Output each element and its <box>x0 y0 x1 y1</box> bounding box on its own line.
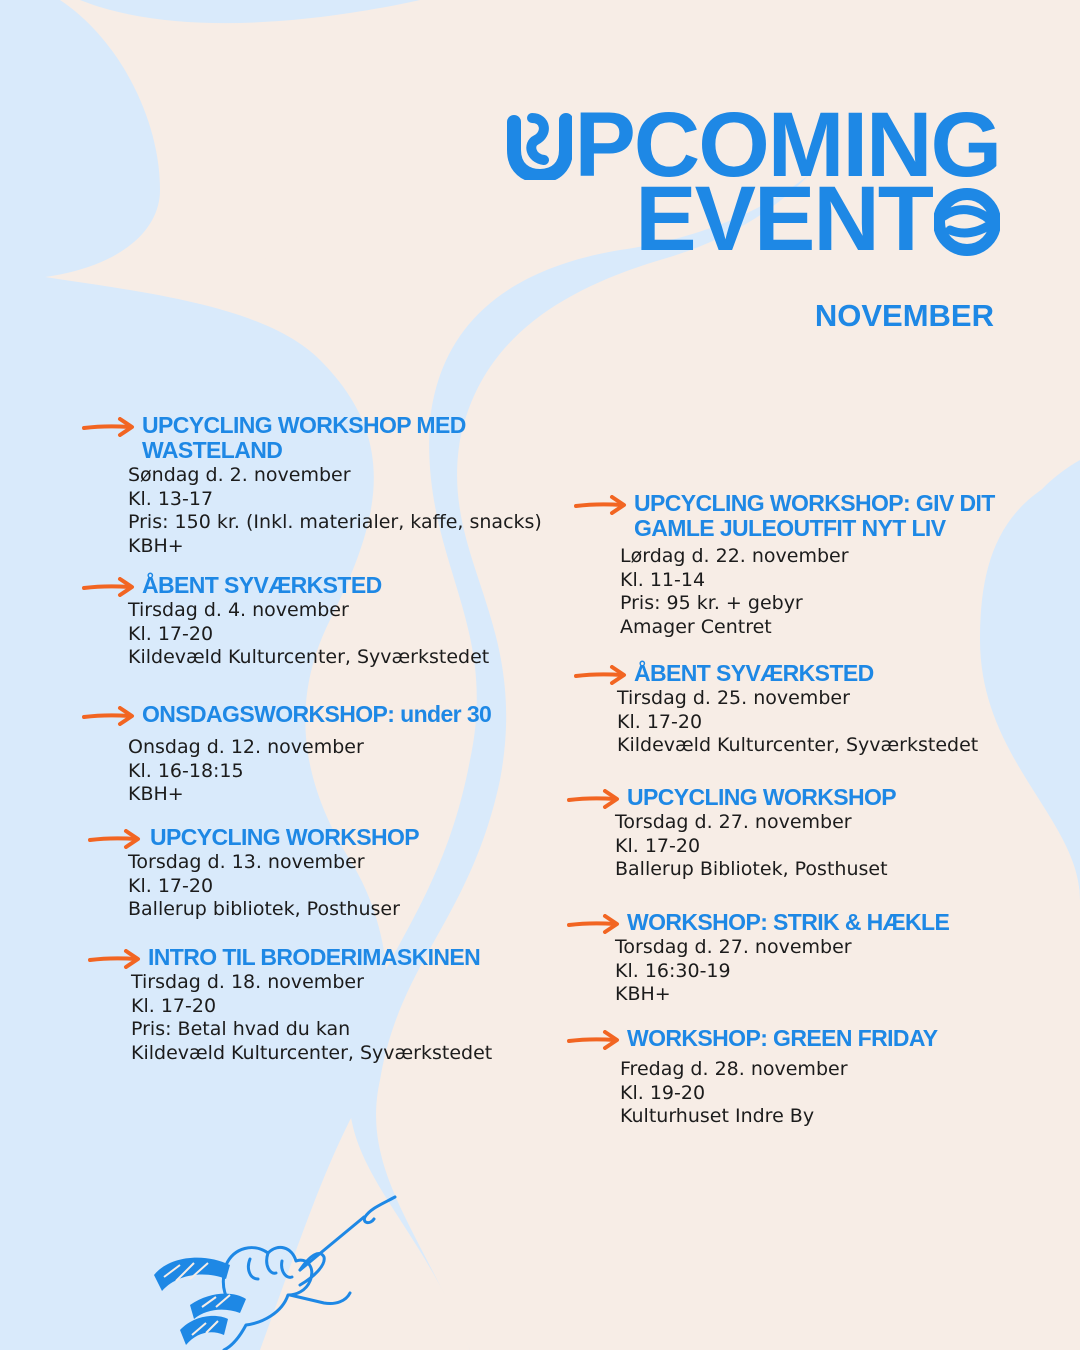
event-time: Kl. 16-18:15 <box>128 759 244 782</box>
event-left-5 <box>88 945 492 1065</box>
u-swash-glyph <box>506 110 572 180</box>
event-left-2 <box>82 573 489 670</box>
event-title: WORKSHOP: GREEN FRIDAY <box>627 1025 938 1051</box>
event-location: Kildevæld Kulturcenter, Syværkstedet <box>128 646 490 668</box>
event-date: Onsdag d. 12. november <box>128 736 364 758</box>
event-title: WORKSHOP: STRIK & HÆKLE <box>627 909 950 935</box>
event-date: Torsdag d. 27. november <box>615 811 852 833</box>
arrow-right-icon <box>574 495 628 515</box>
event-left-4 <box>88 825 419 922</box>
arrow-right-icon <box>82 417 136 437</box>
event-date: Søndag d. 2. november <box>128 464 351 486</box>
title <box>506 94 1000 270</box>
event-location: Kildevæld Kulturcenter, Syværkstedet <box>131 1041 493 1064</box>
event-title: UPCYCLING WORKSHOP <box>150 824 420 850</box>
month-label: NOVEMBER <box>814 298 994 333</box>
event-left-3 <box>82 702 491 807</box>
arrow-right-icon <box>88 829 142 849</box>
event-price: Pris: 95 kr. + gebyr <box>620 592 803 614</box>
event-time: Kl. 16:30-19 <box>615 959 731 982</box>
event-time: Kl. 17-20 <box>615 834 701 857</box>
event-time: Kl. 11-14 <box>620 568 706 591</box>
arrow-right-icon <box>567 914 621 934</box>
event-time: Kl. 17-20 <box>128 874 214 897</box>
event-time: Kl. 17-20 <box>128 622 214 645</box>
event-right-2 <box>574 661 978 758</box>
event-price: Pris: 150 kr. (Inkl. materialer, kaffe, snacks) <box>128 511 542 533</box>
arrow-right-icon <box>567 1030 621 1050</box>
event-left-1 <box>82 413 542 558</box>
event-right-3 <box>567 785 896 882</box>
event-title: ÅBENT SYVÆRKSTED <box>142 572 382 598</box>
event-title: UPCYCLING WORKSHOP MED WASTELAND <box>142 412 466 463</box>
event-date: Tirsdag d. 4. november <box>128 599 349 621</box>
title-line-1: PCOMING <box>506 108 1000 182</box>
event-location: KBH+ <box>128 534 184 557</box>
event-title: ÅBENT SYVÆRKSTED <box>634 660 874 686</box>
event-date: Tirsdag d. 25. november <box>617 687 850 709</box>
event-location: KBH+ <box>128 783 184 805</box>
event-date: Lørdag d. 22. november <box>620 545 849 567</box>
arrow-right-icon <box>567 789 621 809</box>
event-location: Ballerup bibliotek, Posthuser <box>128 898 400 920</box>
arrow-right-icon <box>88 949 142 969</box>
event-date: Torsdag d. 13. november <box>128 851 365 873</box>
event-date: Torsdag d. 27. november <box>615 936 852 958</box>
event-date: Fredag d. 28. november <box>620 1058 848 1080</box>
event-title: UPCYCLING WORKSHOP: GIV DIT GAMLE JULEOUTFIT NYT LIV <box>634 490 995 541</box>
s-swash-glyph <box>934 186 1000 256</box>
event-time: Kl. 19-20 <box>620 1081 706 1104</box>
event-location: Ballerup Bibliotek, Posthuset <box>615 858 888 880</box>
event-title: INTRO TIL BRODERIMASKINEN <box>148 944 481 970</box>
title-line-2: EVENT <box>506 182 1000 256</box>
event-title: ONSDAGSWORKSHOP: under 30 <box>142 701 492 727</box>
event-location: Kulturhuset Indre By <box>620 1105 815 1127</box>
event-right-4 <box>567 910 949 1007</box>
event-price: Pris: Betal hvad du kan <box>131 1018 351 1040</box>
event-time: Kl. 17-20 <box>617 710 703 733</box>
event-time: Kl. 13-17 <box>128 487 214 510</box>
arrow-right-icon <box>82 706 136 726</box>
event-title: UPCYCLING WORKSHOP <box>627 784 897 810</box>
event-location: KBH+ <box>615 983 671 1005</box>
event-time: Kl. 17-20 <box>131 994 217 1017</box>
event-location: Kildevæld Kulturcenter, Syværkstedet <box>617 734 979 756</box>
event-date: Tirsdag d. 18. november <box>131 971 364 993</box>
event-location: Amager Centret <box>620 615 772 638</box>
event-right-5 <box>567 1026 938 1129</box>
hand-holding-needle-icon <box>150 1195 400 1350</box>
event-right-1 <box>574 491 1044 639</box>
arrow-right-icon <box>82 577 136 597</box>
arrow-right-icon <box>574 665 628 685</box>
